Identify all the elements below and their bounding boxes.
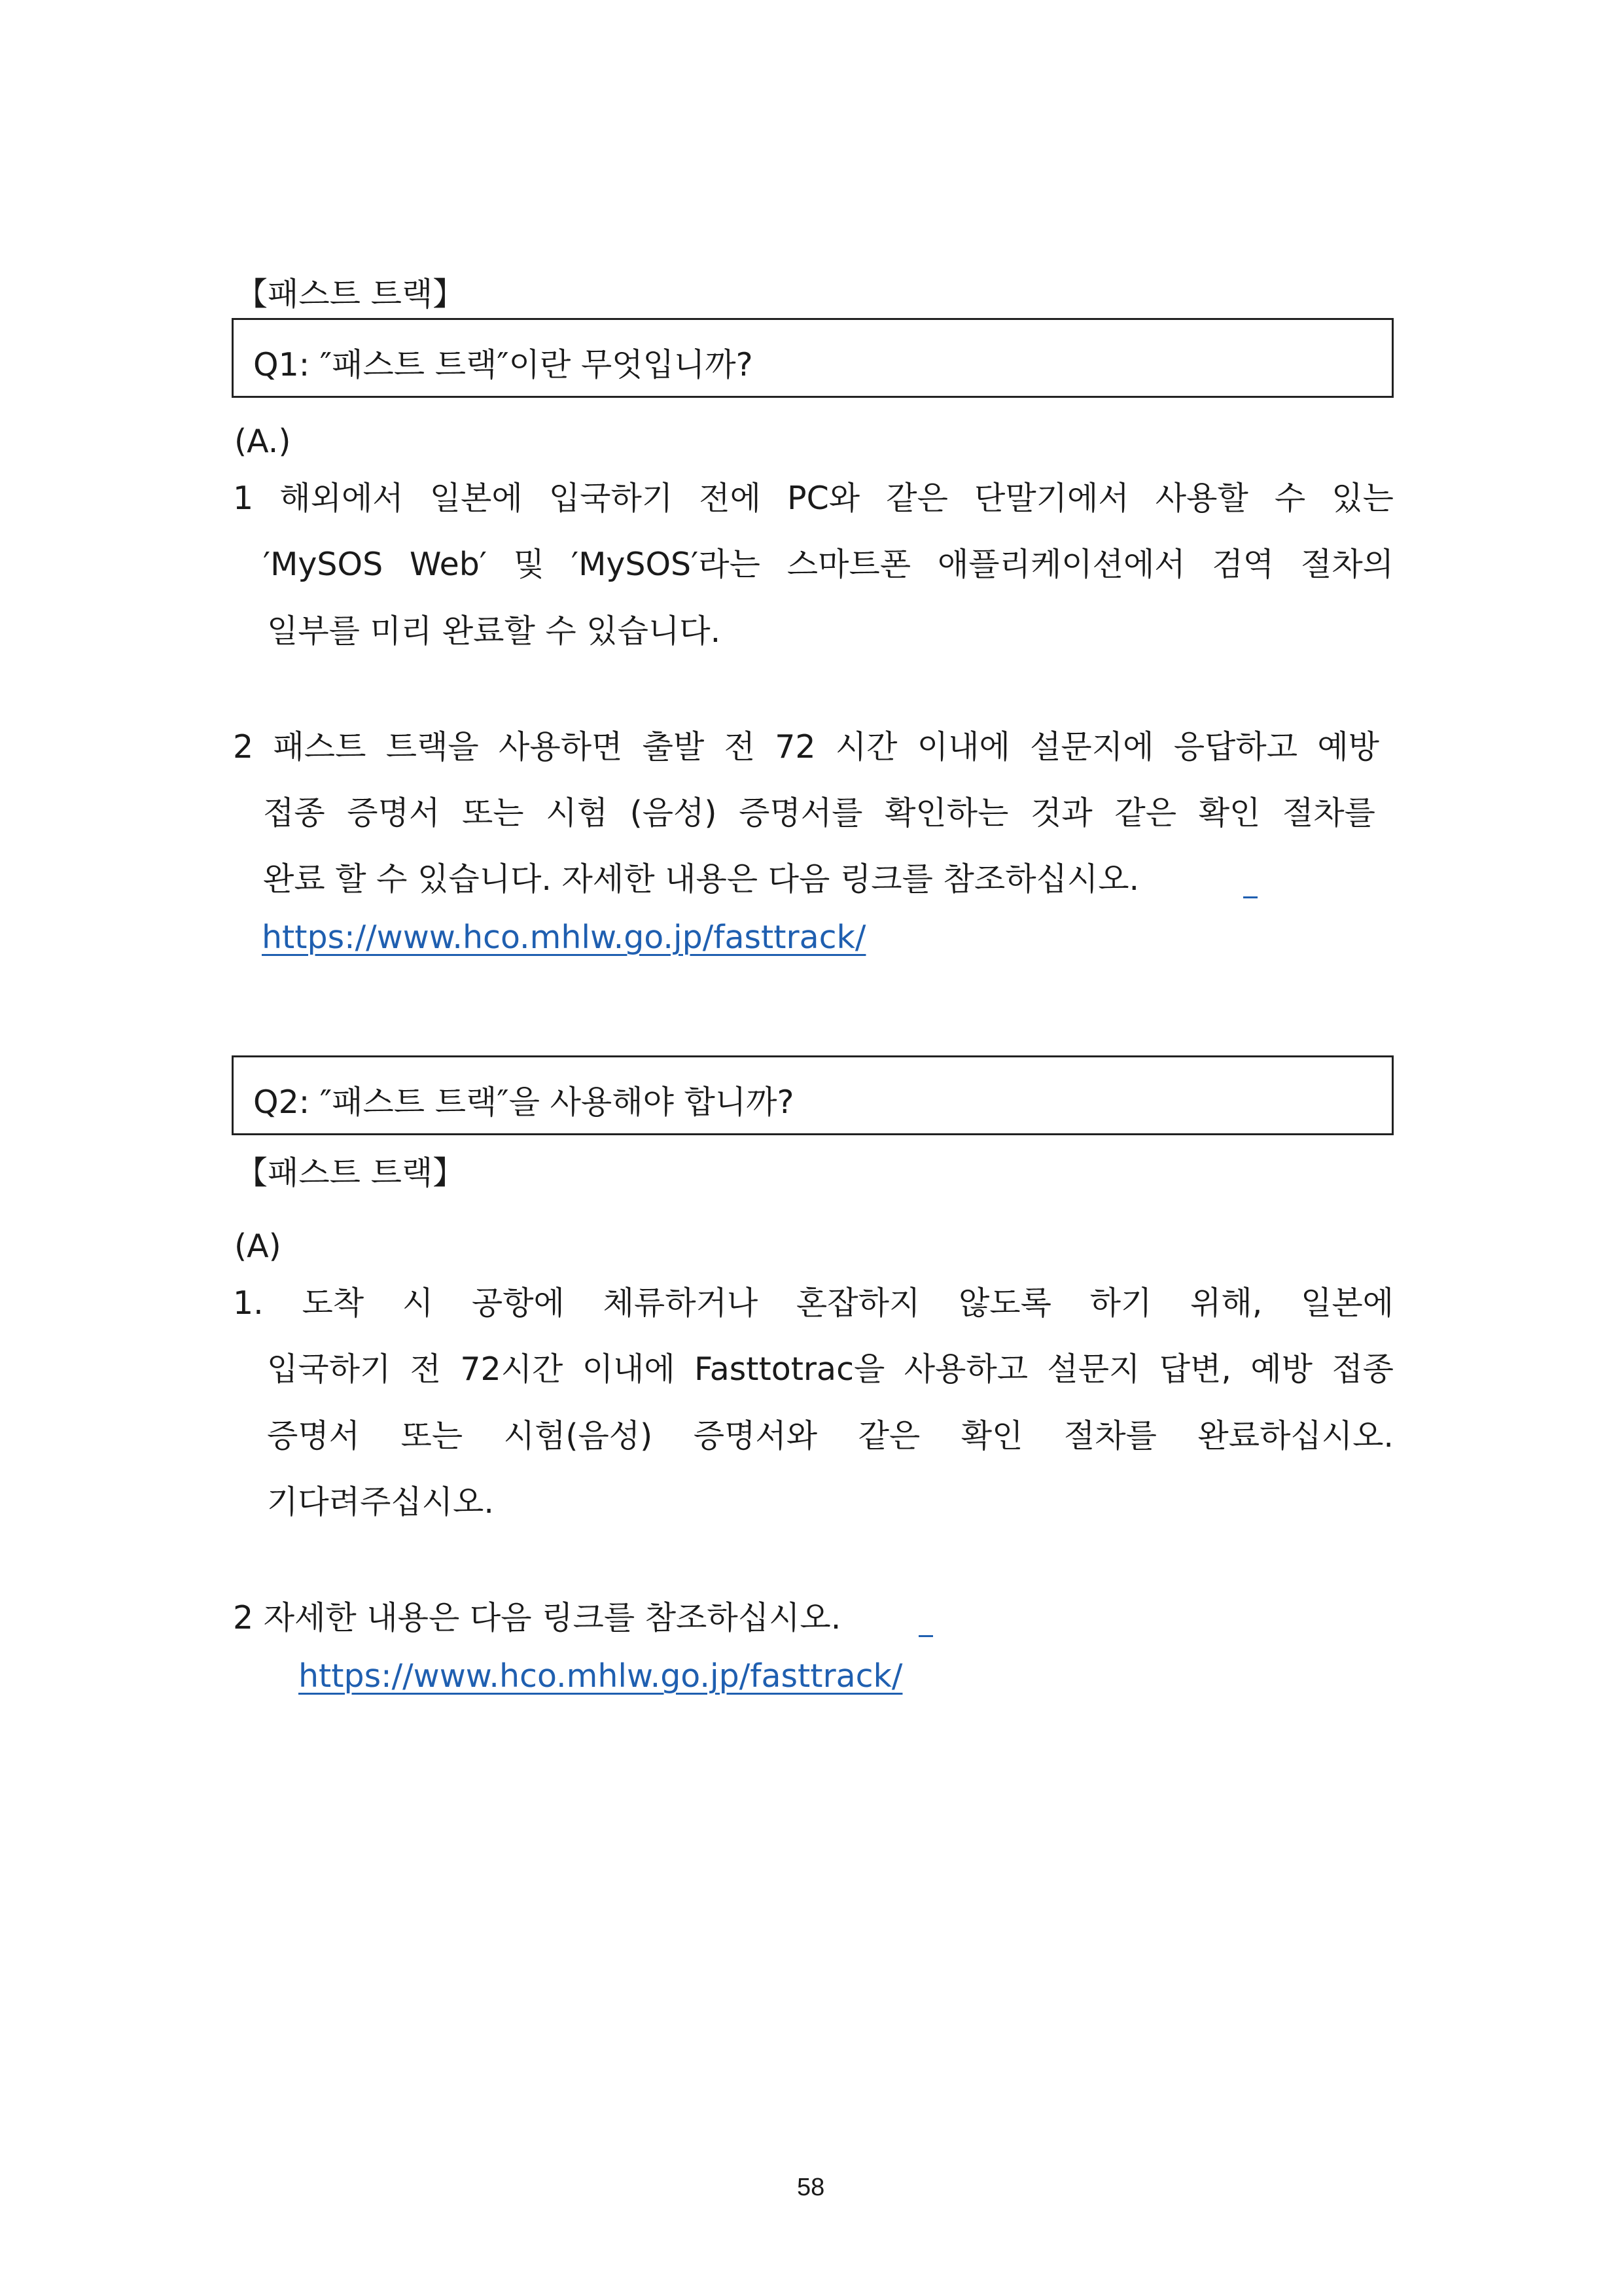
q1-item1-line3: 일부를 미리 완료할 수 있습니다. <box>267 612 721 650</box>
q1-item2-line3: 완료 할 수 있습니다. 자세한 내용은 다음 링크를 참조하십시오. <box>263 860 1140 898</box>
page-number: 58 <box>797 2174 825 2201</box>
section-heading: 【패스트 트랙】 <box>236 275 465 313</box>
q1-item2-line2: 접종 증명서 또는 시험 (음성) 증명서를 확인하는 것과 같은 확인 절차를 <box>263 794 1375 832</box>
q2-item1-line3: 증명서 또는 시험(음성) 증명서와 같은 확인 절차를 완료하십시오. <box>267 1417 1394 1455</box>
q2-item1-line4: 기다려주십시오. <box>267 1483 494 1521</box>
question-q1: Q1: ″패스트 트랙″이란 무엇입니까? <box>253 346 753 383</box>
section-heading: 【패스트 트랙】 <box>236 1154 465 1192</box>
answer-label: (A.) <box>234 423 291 460</box>
q1-item2-line1: 2 패스트 트랙을 사용하면 출발 전 72 시간 이내에 설문지에 응답하고 예방 <box>233 728 1379 766</box>
fasttrack-link[interactable]: https://www.hco.mhlw.go.jp/fasttrack/ <box>298 1657 903 1695</box>
question-q2: Q2: ″패스트 트랙″을 사용해야 합니까? <box>253 1084 794 1121</box>
q1-item1-line1: 1 해외에서 일본에 입국하기 전에 PC와 같은 단말기에서 사용할 수 있는 <box>233 480 1394 517</box>
q2-item2-line1: 2 자세한 내용은 다음 링크를 참조하십시오. <box>233 1599 841 1636</box>
link-underline-stub <box>1243 896 1258 898</box>
q1-item1-line2: ′MySOS Web′ 및 ′MySOS′라는 스마트폰 애플리케이션에서 검역 절차의 <box>263 546 1394 583</box>
answer-label: (A) <box>234 1227 281 1265</box>
question-box-q2 <box>232 1055 1394 1135</box>
q2-item1-line1: 1. 도착 시 공항에 체류하거나 혼잡하지 않도록 하기 위해, 일본에 <box>233 1284 1394 1322</box>
fasttrack-link[interactable]: https://www.hco.mhlw.go.jp/fasttrack/ <box>262 919 866 956</box>
q2-item1-line2: 입국하기 전 72시간 이내에 Fasttotrac을 사용하고 설문지 답변, 예방 접종 <box>267 1351 1394 1388</box>
question-box-q1 <box>232 318 1394 398</box>
link-underline-stub <box>919 1635 933 1637</box>
